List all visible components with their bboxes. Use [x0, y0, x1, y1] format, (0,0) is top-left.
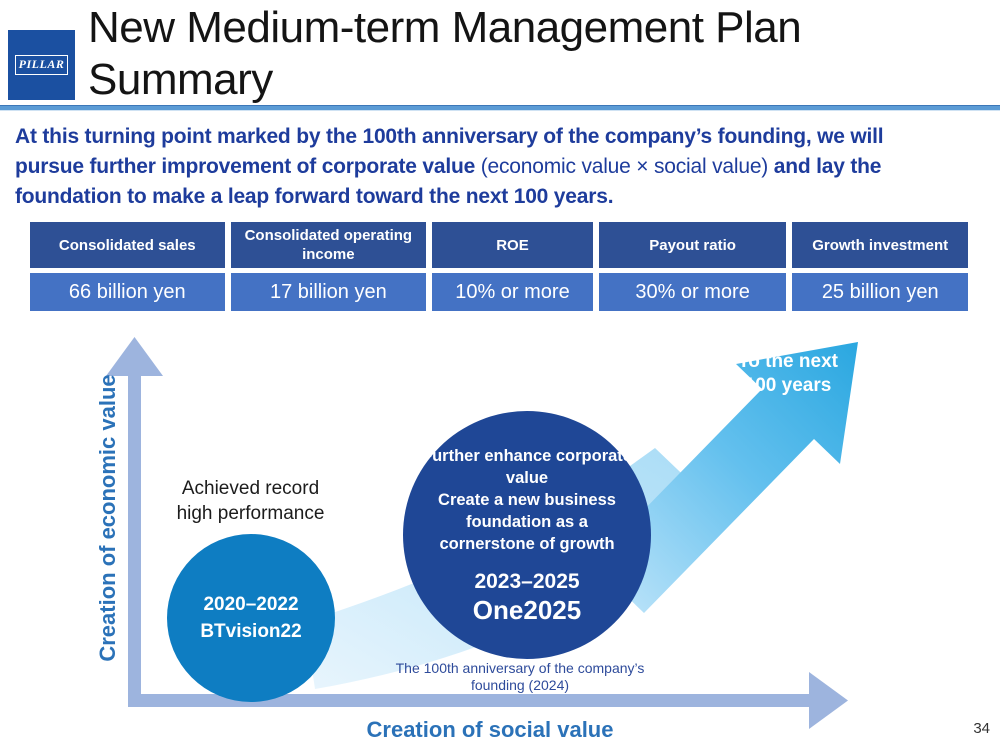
current-plan-message-2: Create a new business foundation as a cornerstone of growth [438, 491, 616, 553]
slide-title-line2: Summary [88, 55, 273, 104]
kpi-value-payout-ratio: 30% or more [599, 273, 787, 311]
company-logo-text: PILLAR [15, 55, 69, 75]
next-100-years-label: To the next 100 years [738, 351, 838, 396]
anniversary-note: The 100th anniversary of the company’s founding (2024) [395, 660, 645, 693]
kpi-value-consolidated-sales: 66 billion yen [30, 273, 225, 311]
intro-bold-segment-1: At this turning point marked by the 100th anniversary of the company’s founding, we will pursue further improvement of corporate value [15, 125, 884, 178]
kpi-value-growth-investment: 25 billion yen [792, 273, 968, 311]
y-axis-label: Creation of economic value [95, 374, 120, 662]
x-axis-label: Creation of social value [366, 717, 614, 742]
past-performance-annotation: Achieved record high performance [176, 478, 325, 524]
current-plan-name: One2025 [472, 595, 582, 625]
kpi-value-roe: 10% or more [432, 273, 593, 311]
kpi-header-consolidated-sales: Consolidated sales [30, 222, 225, 268]
past-plan-circle [167, 534, 335, 702]
kpi-header-operating-income: Consolidated operating income [231, 222, 427, 268]
kpi-header-growth-investment: Growth investment [792, 222, 968, 268]
slide-title-line1: New Medium-term Management Plan [88, 3, 802, 52]
kpi-value-operating-income: 17 billion yen [231, 273, 427, 311]
intro-bold-segment-2: and lay the foundation to make a leap forward toward the next 100 years. [15, 155, 882, 208]
past-plan-name: BTvision22 [200, 621, 302, 642]
current-plan-period: 2023–2025 [474, 570, 580, 593]
current-plan-circle [403, 411, 651, 659]
page-number: 34 [973, 720, 990, 737]
kpi-header-payout-ratio: Payout ratio [599, 222, 787, 268]
kpi-header-roe: ROE [432, 222, 593, 268]
current-plan-message-1: Further enhance corporate value [422, 447, 632, 487]
past-plan-period: 2020–2022 [203, 594, 299, 615]
intro-regular-segment: (economic value × social value) [480, 155, 774, 178]
